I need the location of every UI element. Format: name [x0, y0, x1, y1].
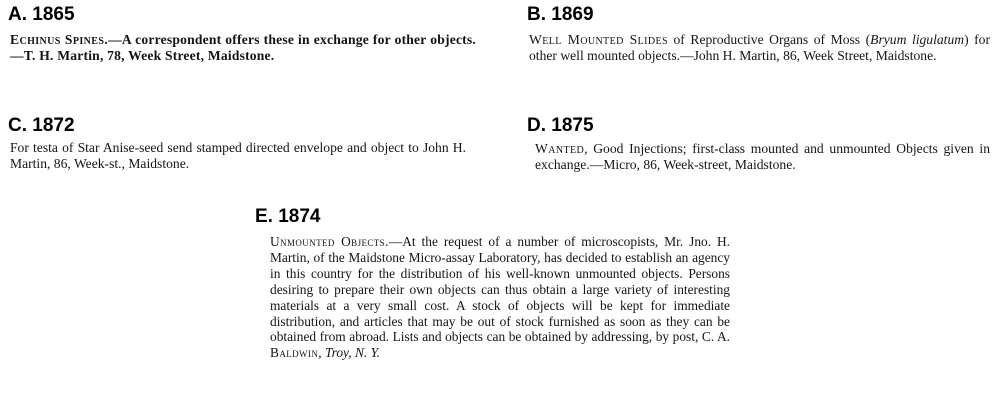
clipping-heading-e: Unmounted Objects.: [270, 234, 389, 249]
clipping-panel-c: [8, 115, 478, 185]
clipping-text-a: [10, 32, 476, 65]
panel-label-b: B. 1869: [527, 4, 594, 25]
clipping-body-e: —At the request of a number of microscopists, Mr. Jno. H. Martin, of the Maidstone Micro-assay Laboratory, has decided to establish an agency in this country for the distribution of his well-known unmounted objects. Persons desiring to prepare their own objects can thus obtain a large variety of interesting materials at a very small cost. A stock of objects will be kept for immediate distribution, and articles that may be out of stock furnished as soon as they can be obtained from abroad. Lists and objects can be obtained by addressing, by post, C. A.: [270, 234, 730, 345]
clipping-text-e: [270, 234, 730, 361]
panel-label-a: A. 1865: [8, 4, 75, 25]
clipping-text-c: For testa of Star Anise-seed send stamped directed envelope and object to John H. Martin, 86, Week-st., Maidstone.: [10, 140, 466, 172]
clipping-heading-b: Well Mounted Slides: [529, 32, 668, 47]
panel-label-e: E. 1874: [255, 206, 321, 227]
clipping-panel-e: [255, 206, 735, 416]
clipping-text-b: [529, 32, 990, 65]
clipping-body-b-end: ) for other well mounted objects.—John H. Martin, 86, Week Street, Maidstone.: [529, 32, 990, 64]
clipping-species-b: Bryum ligulatum: [870, 32, 965, 47]
clipping-heading-a: Echinus Spines.: [10, 32, 109, 47]
clipping-signature-name-e: Baldwin: [270, 345, 319, 361]
clipping-body-b-start: of Reproductive Organs of Moss (: [667, 32, 871, 47]
clipping-panel-a: [8, 4, 478, 84]
clipping-signature-place-e: Troy, N. Y.: [324, 345, 381, 361]
clipping-panel-b: [527, 4, 992, 84]
clipping-text-d: [535, 141, 990, 174]
clipping-signature-sep-e: ,: [318, 345, 325, 361]
clipping-body-d: , Good Injections; first-class mounted and unmounted Objects given in exchange.—Micro, 86, Week-street, Maidstone.: [535, 141, 990, 173]
clipping-heading-d: Wanted: [535, 141, 585, 156]
clipping-panel-d: [527, 115, 992, 195]
panel-label-d: D. 1875: [527, 115, 594, 136]
clipping-body-a: —A correspondent offers these in exchange for other objects.—T. H. Martin, 78, Week Street, Maidstone.: [10, 32, 476, 64]
panel-label-c: C. 1872: [8, 115, 75, 136]
